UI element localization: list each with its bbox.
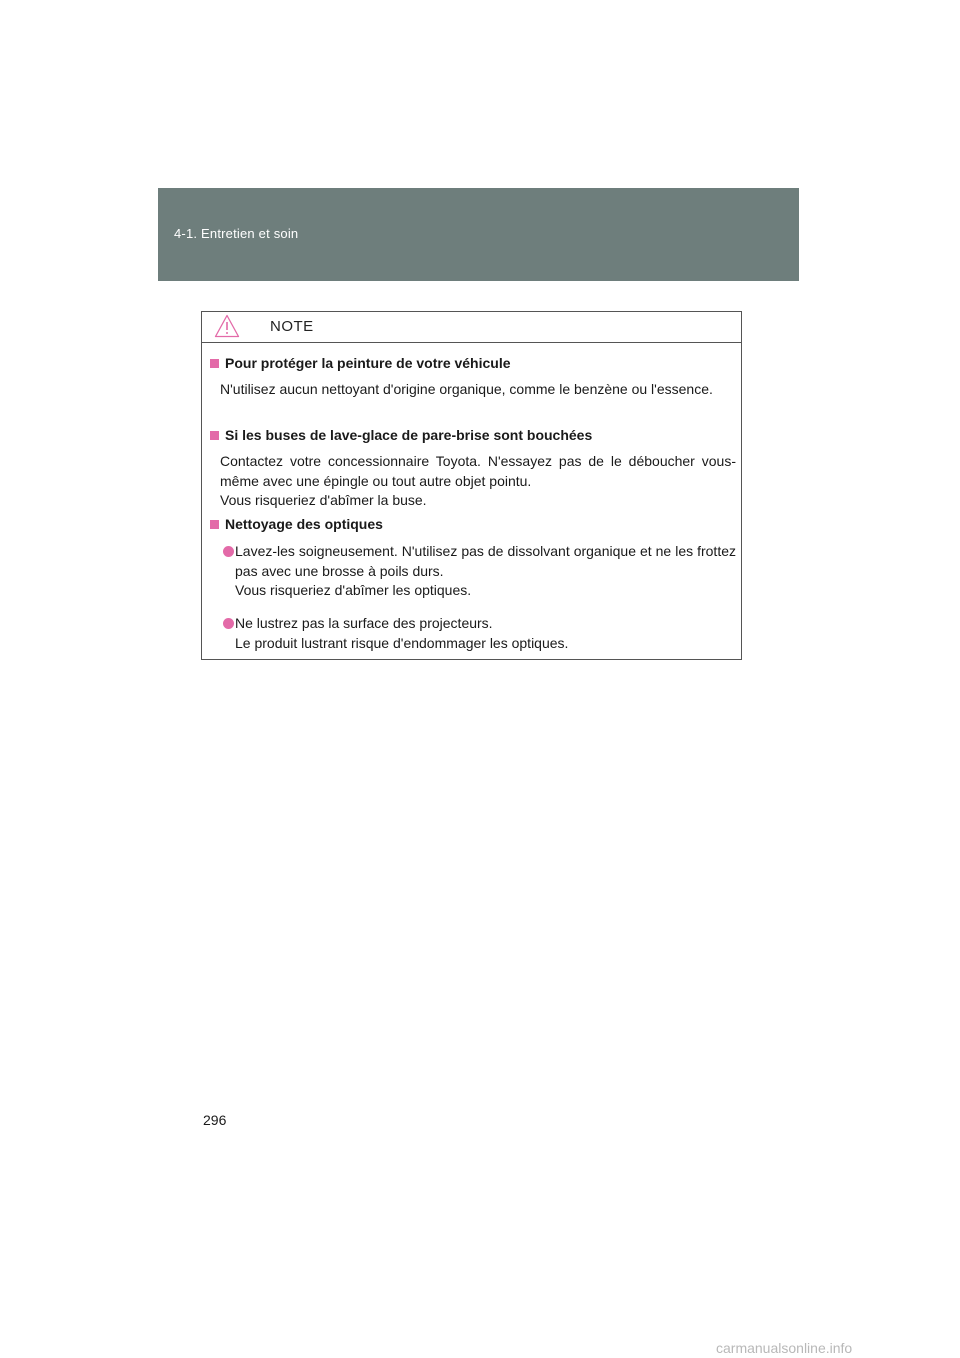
section-text: Contactez votre concessionnaire Toyota. N'essayez pas de le déboucher vous-même avec une épingle ou tout autre objet pointu. Vous risqueriez d'abîmer la buse.: [220, 453, 736, 508]
watermark: carmanualsonline.info: [716, 1340, 853, 1356]
dot-bullet-icon: [223, 618, 234, 629]
warning-triangle-icon: [214, 314, 240, 338]
list-item: Lavez-les soigneusement. N'utilisez pas de dissolvant organique et ne les frottez pas avec une brosse à poils durs. Vous risqueriez d'abîmer les optiques.: [218, 542, 736, 601]
header-band: [158, 188, 799, 281]
note-title: NOTE: [270, 318, 314, 335]
square-bullet-icon: [210, 431, 219, 440]
section-heading: Pour protéger la peinture de votre véhicule: [210, 355, 511, 371]
note-header: [202, 312, 741, 343]
list-item: Ne lustrez pas la surface des projecteurs. Le produit lustrant risque d'endommager les optiques.: [218, 614, 736, 653]
section-text: N'utilisez aucun nettoyant d'origine organique, comme le benzène ou l'essence.: [220, 381, 713, 397]
note-box: [201, 311, 742, 660]
dot-bullet-icon: [223, 546, 234, 557]
square-bullet-icon: [210, 520, 219, 529]
section-title: 4-1. Entretien et soin: [174, 226, 299, 241]
section-heading: Si les buses de lave-glace de pare-brise sont bouchées: [210, 427, 592, 443]
page-number: 296: [203, 1112, 227, 1128]
square-bullet-icon: [210, 359, 219, 368]
section-heading: Nettoyage des optiques: [210, 516, 383, 532]
